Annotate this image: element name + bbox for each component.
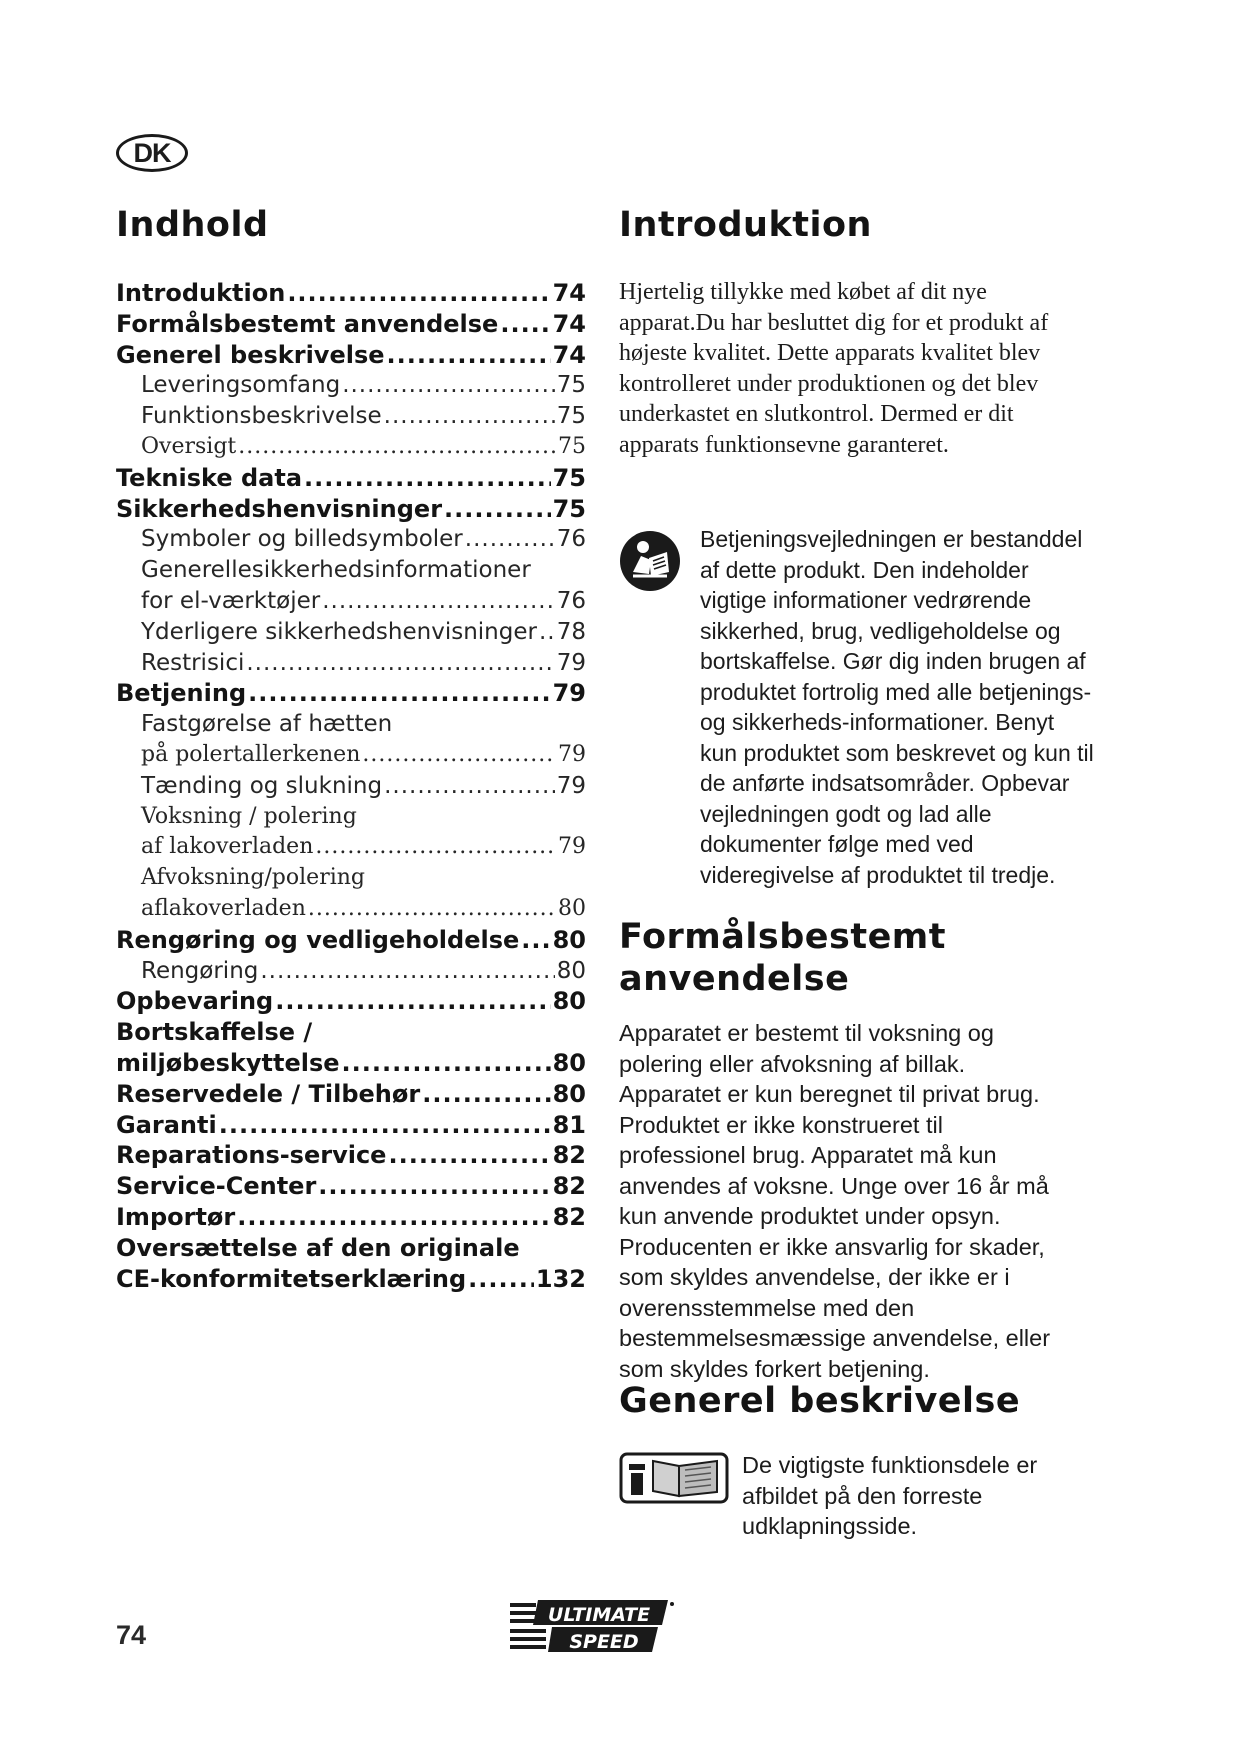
toc-leader-dots (521, 925, 550, 956)
toc-item-label: Generellesikkerhedsinformationer (141, 557, 531, 584)
toc-leader-dots (468, 1264, 534, 1295)
fold-out-page-icon (619, 1452, 729, 1504)
manual-note: Betjeningsvejledningen er bestanddel af dette produkt. Den indeholder vigtige informationer vedrørende sikkerhed, brug, vedligeholdelse og bortskaffelse. Gør dig inden brugen af produktet fortrolig med alle betjenings- og sikkerheds-informationer. Benyt kun produktet som beskrevet og kun til de anførte indsatsområder. Opbevar vejledningen godt og lad alle dokumenter følge med ved videregivelse af produktet til tredje. (700, 526, 1094, 888)
read-manual-icon (619, 530, 681, 592)
toc-item-label: Service-Center (116, 1172, 317, 1201)
toc-item (116, 586, 586, 617)
toc-item (116, 494, 586, 525)
toc-item-page: 79 (558, 834, 586, 860)
toc-leader-dots (342, 1048, 551, 1079)
intended-use-title: Formålsbestemt anvendelse (619, 917, 947, 999)
toc-item-label: Betjening (116, 679, 247, 708)
toc-item-label: Rengøring (141, 957, 259, 984)
toc-item-label: Voksning / polering (141, 803, 357, 829)
toc-leader-dots (465, 524, 555, 555)
toc-leader-dots (322, 586, 555, 617)
toc-item-label: Oversættelse af den originale (116, 1233, 520, 1262)
toc-item (116, 401, 586, 432)
toc-leader-dots (539, 617, 555, 648)
toc-leader-dots (248, 678, 550, 709)
toc-item-page: 74 (552, 309, 586, 338)
toc-item (116, 370, 586, 401)
toc-item-page: 80 (552, 925, 586, 954)
toc-item-label: Bortskaffelse / (116, 1018, 313, 1047)
toc-item (116, 740, 586, 771)
intro-title: Introduktion (619, 205, 872, 245)
toc-item-label: miljøbeskyttelse (116, 1048, 340, 1077)
toc-item (116, 278, 586, 309)
toc-item-label: Opbevaring (116, 987, 274, 1016)
toc-item-label: Rengøring og vedligeholdelse (116, 925, 520, 954)
toc-item-page: 80 (558, 895, 586, 921)
general-description-title: Generel beskrivelse (619, 1381, 1021, 1421)
brand-logo (508, 1598, 676, 1654)
intro-text: Hjertelig tillykke med købet af dit nye apparat.Du har besluttet dig for et produkt af højeste kvalitet. Dette apparats kvalitet blev kontrolleret under produktionen og det blev underkastet en slutkontrol. Dermed er dit apparats funktionsevne garanteret. (619, 279, 1049, 458)
toc-item-label: Leveringsomfang (141, 372, 341, 399)
toc-leader-dots (318, 1171, 550, 1202)
toc-item (116, 1017, 586, 1048)
toc-item-page: 82 (552, 1141, 586, 1170)
toc-item (116, 986, 586, 1017)
toc-item-label: Generel beskrivelse (116, 340, 385, 369)
toc-item-label: Afvoksning/polering (141, 865, 365, 891)
toc-item-page: 75 (552, 463, 586, 492)
toc-item (116, 340, 586, 371)
toc-leader-dots (237, 1202, 550, 1233)
toc-leader-dots (246, 648, 554, 679)
toc-item-page: 82 (552, 1202, 586, 1231)
toc-item-page: 74 (552, 279, 586, 307)
toc-item (116, 709, 586, 740)
toc-item-page: 76 (556, 526, 586, 553)
toc-leader-dots (362, 740, 556, 771)
toc-item-label: Yderligere sikkerhedshenvisninger (141, 618, 537, 645)
toc-item (116, 956, 586, 987)
toc-item-label: aflakoverladen (141, 895, 306, 921)
toc-item (116, 771, 586, 802)
toc-item-label: Introduktion (116, 279, 286, 307)
toc-item (116, 863, 586, 894)
toc-item-page: 80 (556, 957, 586, 984)
toc-leader-dots (260, 956, 554, 987)
language-badge: DK (116, 134, 188, 172)
toc-item (116, 678, 586, 709)
toc-leader-dots (384, 401, 555, 432)
toc-item-label: Oversigt (141, 433, 237, 459)
toc-item-page: 75 (558, 433, 586, 459)
toc-item-label: Importør (116, 1202, 236, 1231)
toc-item (116, 1079, 586, 1110)
toc-item-page: 80 (552, 1048, 586, 1077)
toc-item (116, 1048, 586, 1079)
toc-item-page: 82 (552, 1172, 586, 1201)
toc-item-label: Formålsbestemt anvendelse (116, 309, 499, 338)
toc-item-page: 81 (552, 1110, 586, 1139)
logo-text-bottom: SPEED (569, 1631, 639, 1653)
toc-item (116, 463, 586, 494)
toc-item-label: Tænding og slukning (141, 772, 383, 799)
toc-item (116, 432, 586, 463)
toc-item-page: 80 (552, 987, 586, 1016)
toc-item (116, 1264, 586, 1295)
toc-item-page: 79 (558, 741, 586, 767)
logo-text-top: ULTIMATE (547, 1604, 651, 1626)
toc-item-label: af lakoverladen (141, 834, 314, 860)
toc-title: Indhold (116, 205, 269, 245)
table-of-contents (116, 278, 586, 1294)
toc-item (116, 832, 586, 863)
toc-leader-dots (388, 1140, 550, 1171)
toc-item-page: 78 (556, 618, 586, 645)
toc-item-page: 76 (556, 587, 586, 614)
toc-leader-dots (304, 463, 551, 494)
toc-item (116, 524, 586, 555)
general-description-note: De vigtigste funktionsdele er afbildet på den forreste udklapningsside. (742, 1452, 1038, 1539)
toc-item (116, 1202, 586, 1233)
toc-item-label: for el-værktøjer (141, 587, 321, 614)
toc-item (116, 894, 586, 925)
toc-item (116, 648, 586, 679)
toc-item (116, 1233, 586, 1264)
toc-item-label: Restrisici (141, 649, 245, 676)
toc-leader-dots (444, 494, 551, 525)
toc-leader-dots (500, 309, 550, 340)
toc-item (116, 925, 586, 956)
toc-item-label: Symboler og billedsymboler (141, 526, 463, 553)
toc-item-label: Sikkerhedshenvisninger (116, 494, 443, 523)
toc-item (116, 1171, 586, 1202)
toc-item-page: 132 (535, 1264, 586, 1293)
toc-item-page: 75 (556, 403, 586, 430)
toc-item-label: Funktionsbeskrivelse (141, 403, 382, 430)
toc-leader-dots (308, 894, 556, 925)
toc-item-page: 75 (552, 494, 586, 523)
toc-item (116, 1110, 586, 1141)
toc-item-label: Reservedele / Tilbehør (116, 1079, 421, 1108)
toc-leader-dots (422, 1079, 550, 1110)
toc-item-label: Garanti (116, 1110, 217, 1139)
toc-leader-dots (238, 432, 556, 463)
intended-use-text: Apparatet er bestemt til voksning og polering eller afvoksning af billak. Apparatet er kun beregnet til privat brug. Produktet er ikke konstrueret til professionel brug. Apparatet må kun anvendes af voksne. Unge over 16 år må kun anvende produktet under opsyn. Producenten er ikke ansvarlig for skader, som skyldes anvendelse, der ikke er i overensstemmelse med den bestemmelsesmæssige anvendelse, eller som skyldes forkert betjening. (619, 1020, 1051, 1382)
toc-leader-dots (275, 986, 550, 1017)
toc-item-page: 80 (552, 1079, 586, 1108)
toc-item (116, 1140, 586, 1171)
toc-item (116, 617, 586, 648)
toc-item (116, 555, 586, 586)
toc-item-page: 75 (556, 372, 586, 399)
toc-item-page: 79 (552, 679, 586, 708)
toc-item (116, 309, 586, 340)
toc-item-label: på polertallerkenen (141, 741, 361, 767)
toc-item-page: 79 (556, 649, 586, 676)
toc-item-label: Fastgørelse af hætten (141, 711, 393, 738)
toc-leader-dots (384, 771, 555, 802)
toc-item-page: 74 (552, 340, 586, 369)
toc-leader-dots (342, 370, 555, 401)
toc-leader-dots (219, 1110, 551, 1141)
page-number: 74 (116, 1620, 147, 1650)
toc-leader-dots (387, 340, 551, 371)
toc-item-page: 79 (556, 772, 586, 799)
toc-item-label: CE-konformitetserklæring (116, 1264, 467, 1293)
toc-item-label: Reparations-service (116, 1141, 387, 1170)
toc-leader-dots (287, 278, 550, 309)
toc-item (116, 802, 586, 833)
toc-leader-dots (315, 832, 556, 863)
toc-item-label: Tekniske data (116, 463, 303, 492)
